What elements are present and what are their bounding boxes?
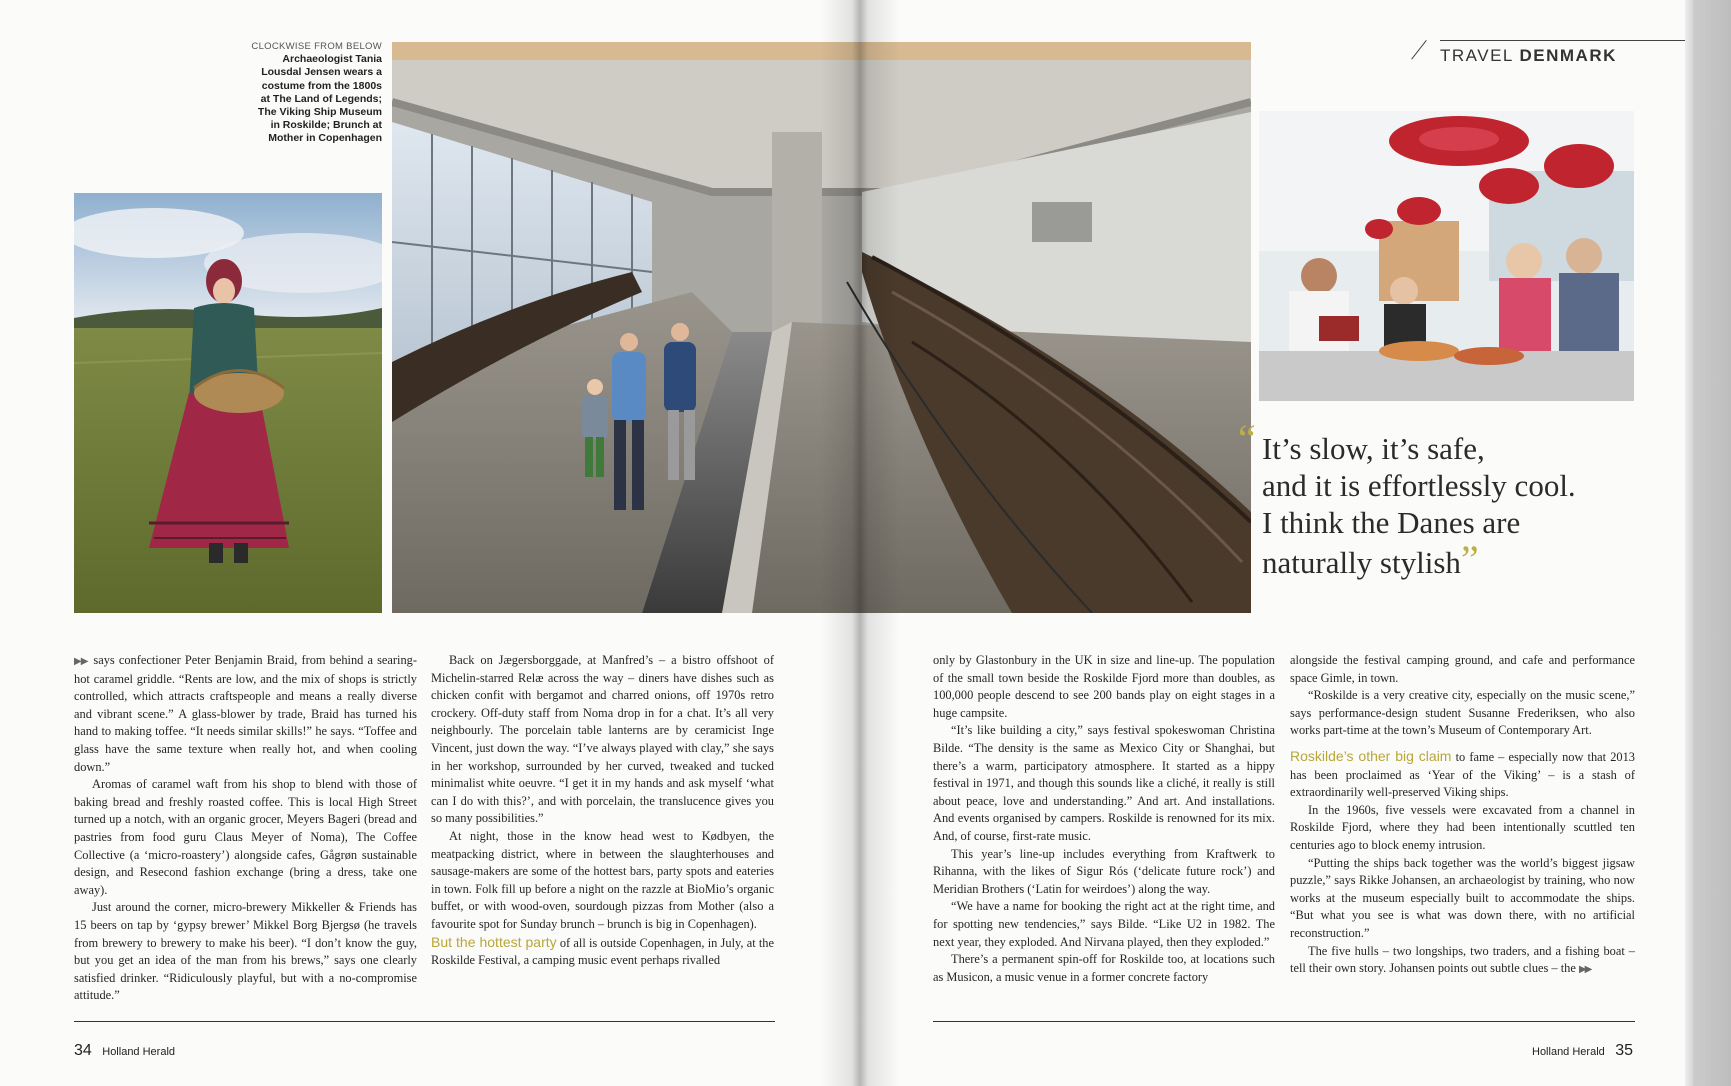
pullquote [1238, 416, 1682, 582]
section-label: TRAVEL [1440, 46, 1514, 65]
caption-text: Archaeologist Tania Lousdal Jensen wears a costume from the 1800s at The Land of Legends; The Viking Ship Museum in Roskilde; Brunch at Mother in Copenhagen [257, 53, 382, 145]
photo-museum [392, 42, 1251, 613]
c1-p1: says confectioner Peter Benjamin Braid, from behind a searing-hot caramel griddle. “Rents are low, and the mix of shops is strictly controlled, which attracts craftspeople and means a really diverse and vibrant scene.” A glass-blower by trade, Braid has turned his hand to making toffee. “It needs similar skills!” he says. “Toffee and glass have the same texture when really hot, and when cooling down.” [74, 653, 417, 774]
section-tag [1440, 46, 1617, 66]
c2-p3: of all is outside Copenhagen, in July, at the Roskilde Festival, a camping music event perhaps rivalled [431, 935, 774, 968]
c3-p4: “We have a name for booking the right act at the right time, and for spotting new tendencies,” says Bilde. “Like U2 in 1982. The next year, they exploded. And Nirvana played, then they exploded.” [933, 899, 1275, 949]
body-column-3 [933, 652, 1275, 986]
c4-p1: alongside the festival camping ground, and cafe and performance space Gimle, in town. [1290, 653, 1635, 685]
photo-costume [74, 193, 382, 613]
body-column-1 [74, 652, 417, 1005]
c4-p3-lead: Roskilde’s other big claim [1290, 747, 1452, 764]
section-tag-rule [1440, 40, 1685, 41]
c1-p2: Aromas of caramel waft from his shop to blend with those of baking bread and freshly roasted coffee. This is local High Street turned up a notch, with an organic grocer, Meyers Bageri (bread and pastries from food guru Claus Meyer of Noma), The Coffee Collective (a ‘micro-roastery’) alongside cafes, Gågrøn sustainable design, and Resecond fashion exchange (bring a dress, take one away). [74, 777, 417, 897]
page-number-left: 34 [74, 1042, 92, 1059]
pullquote-close-mark: ” [1460, 537, 1479, 582]
pullquote-open-mark: “ [1238, 416, 1256, 461]
photo-caption [250, 40, 382, 146]
magazine-name-left: Holland Herald [102, 1046, 176, 1058]
folio-left [74, 1042, 181, 1060]
folio-right [1526, 1042, 1633, 1060]
magazine-name-right: Holland Herald [1532, 1046, 1605, 1058]
c3-p3: This year’s line-up includes everything from Kraftwerk to Rihanna, with the likes of Sigur Rós (‘delicate future rock’) and Meridian Brothers (‘Latin for weirdoes’) along the way. [933, 846, 1275, 896]
pullquote-line-3: I think the Danes are [1262, 505, 1521, 540]
c2-p3-lead: But the hottest party [431, 933, 557, 950]
c2-p1: Back on Jægersborggade, at Manfred’s – a bistro offshoot of Michelin-starred Relæ across the way – diners have dishes such as chicken confit with bergamot and charred onions, off 1970s retro crockery. Off-duty staff from Noma drop in for a chat. It’s all very neighbourly. The porcelain table lanterns are by ceramicist Inge Vincent, just down the way. “I’ve always played with clay,” she says in her workshop, surrounded by her curved, tweaked and tucked minimalist white oeuvre. “I get it in my hands and ask myself ‘what can I do with this?’, and with porcelain, the translucence gives you so many possibilities.” [431, 653, 774, 826]
body-column-2-text [431, 652, 774, 970]
c4-p4: In the 1960s, five vessels were excavated from a channel in Roskilde Fjord, where they had been intentionally scuttled ten centuries ago to block enemy intrusion. [1290, 802, 1635, 852]
body-column-4 [1290, 652, 1635, 979]
page-stack-edge [1685, 0, 1731, 1086]
footer-rule-right [933, 1021, 1635, 1022]
c2-p2: At night, those in the know head west to Kødbyen, the meatpacking district, where in between the slaughterhouses and sausage-makers are some of the hottest bars, party spots and eateries in town. Folk fill up before a night on the razzle at BioMio’s organic buffet, or with wood-oven, sourdough pizzas from Mother (also a favourite spot for Sunday brunch – brunch is big in Copenhagen). [431, 828, 774, 931]
c4-p3: to fame – especially now that 2013 has been proclaimed as ‘Year of the Viking’ – is a stash of extraordinarily well-preserved Viking ships. [1290, 749, 1635, 800]
c1-p3: Just around the corner, micro-brewery Mikkeller & Friends has 15 beers on tap by ‘gypsy brewer’ Mikkel Borg Bjergsø (he travels from brewery to brewery to make his beer). “I don’t know the guy, but you get an idea of the man from his brews,” says one clearly satisfied drinker. “Ridiculously playful, but with a no-compromise attitude.” [74, 900, 417, 1003]
c4-p2: “Roskilde is a very creative city, especially on the music scene,” says performance-design student Susanne Frederiksen, who also works part-time at the town’s Museum of Contemporary Art. [1290, 688, 1635, 738]
continue-arrows-icon: ▶▶ [74, 656, 88, 667]
photo-brunch [1259, 111, 1634, 401]
caption-direction: CLOCKWISE FROM BELOW [251, 41, 382, 52]
pullquote-line-4: naturally stylish [1262, 545, 1461, 580]
c3-p5: There’s a permanent spin-off for Roskilde too, at locations such as Musicon, a music venue in a former concrete factory [933, 952, 1275, 984]
continue-arrows-icon: ▶▶ [1578, 964, 1591, 976]
c3-p1: only by Glastonbury in the UK in size and line-up. The population of the small town beside the Roskilde Fjord more than doubles, as 100,000 people descend to see 200 bands play on eight stages in a huge campsite. [933, 653, 1275, 720]
section-topic: DENMARK [1519, 46, 1617, 65]
c3-p2: “It’s like building a city,” says festival spokeswoman Christina Bilde. “The density is the same as Mexico City or Shanghai, but there’s a warm, participatory atmosphere. It started as a hippy festival in 1971, and though this sounds like a cliché, it really is still about peace, love and understanding.” And art. And installations. And events organised by campers. Roskilde is renowned for its mix. And, of course, first-rate music. [933, 723, 1275, 843]
pullquote-line-1: It’s slow, it’s safe, [1262, 431, 1485, 466]
c4-p6: The five hulls – two longships, two traders, and a fishing boat – tell their own story. Johansen points out subtle clues – the [1290, 943, 1635, 976]
footer-rule-left [74, 1021, 775, 1022]
c4-p5: “Putting the ships back together was the world’s biggest jigsaw puzzle,” says Rikke Johansen, an archaeologist by training, who now works at the museum especially built to accommodate the ships. “But what you see is what was down there, with no artificial reconstruction.” [1290, 855, 1635, 940]
pullquote-line-2: and it is effortlessly cool. [1262, 468, 1576, 503]
page-number-right: 35 [1615, 1042, 1634, 1059]
